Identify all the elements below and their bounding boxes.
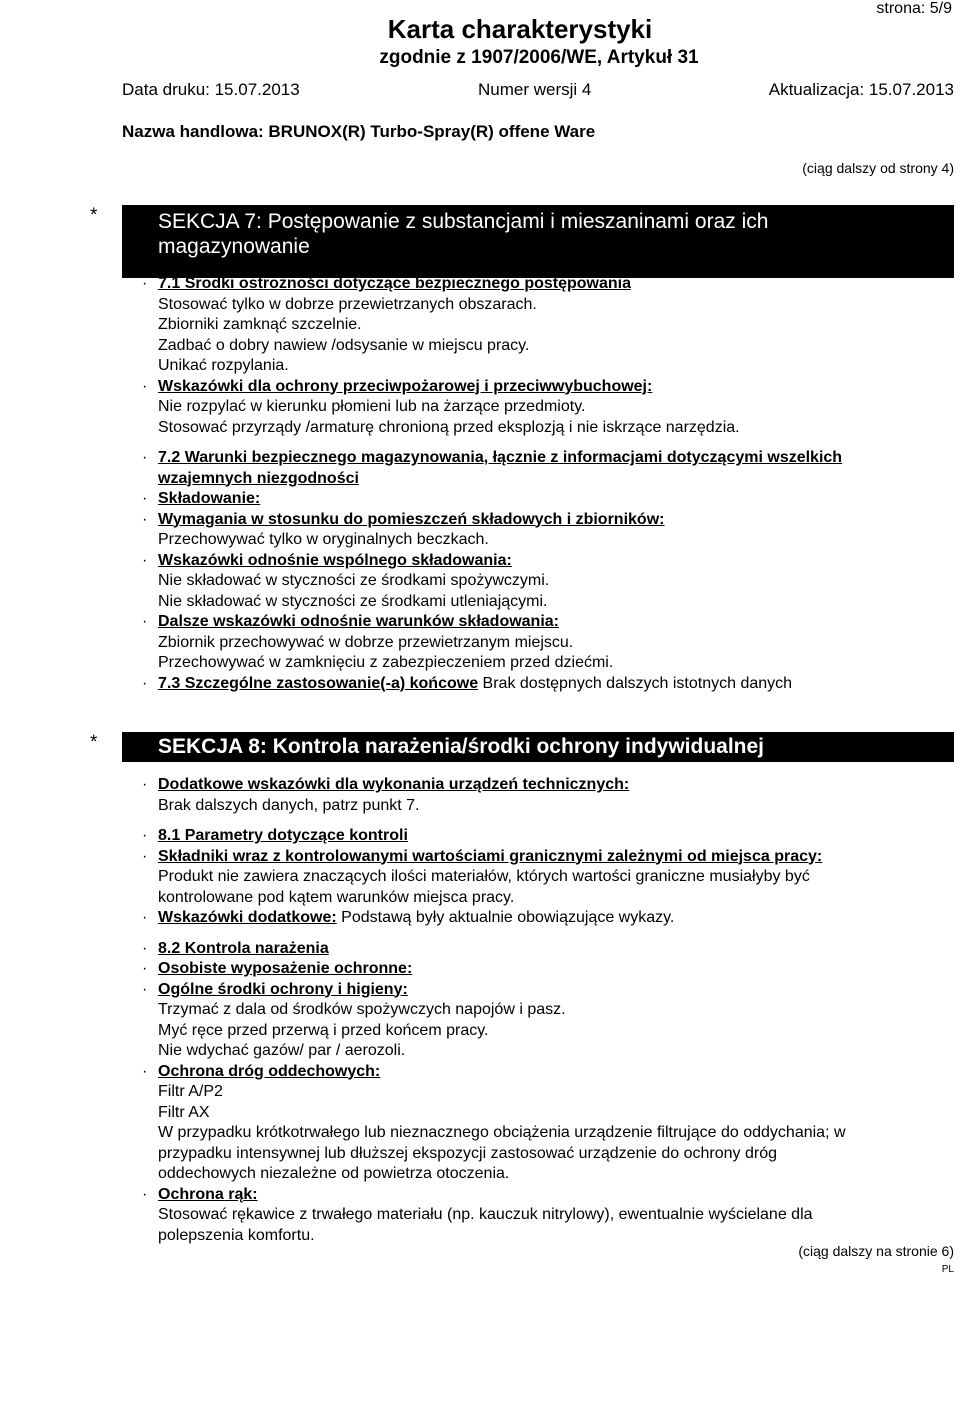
page-number: strona: 5/9 [876, 0, 952, 17]
text-line: Filtr AX [158, 1103, 210, 1121]
trade-name: Nazwa handlowa: BRUNOX(R) Turbo-Spray(R) offene Ware [122, 122, 596, 141]
subsection-7-3-title: 7.3 Szczególne zastosowanie(-a) końcowe [158, 674, 479, 692]
continued-to: (ciąg dalszy na stronie 6) [798, 1243, 954, 1259]
subsection-7-2-title-cont: wzajemnych niezgodności [158, 469, 359, 487]
subsection-8-1-title: 8.1 Parametry dotyczące kontroli [158, 827, 408, 844]
subsection-7-3-text: Brak dostępnych dalszych istotnych danych [482, 674, 793, 692]
requirements-title: Wymagania w stosunku do pomieszczeń składowych i zbiorników: [158, 510, 665, 528]
section7-body [142, 274, 954, 694]
text-line: Nie rozpylać w kierunku płomieni lub na żarzące przedmioty. [158, 398, 586, 415]
ingredients-title: Składniki wraz z kontrolowanymi wartościami granicznymi zależnymi od miejsca pracy: [158, 847, 823, 865]
text-line: Zbiorniki zamknąć szczelnie. [158, 316, 362, 333]
hygiene-title: Ogólne środki ochrony i higieny: [158, 980, 408, 998]
fire-protection-title: Wskazówki dla ochrony przeciwpożarowej i przeciwwybuchowej: [158, 377, 653, 395]
additional-item: · Wskazówki dodatkowe: Podstawą były aktualnie obowiązujące wykazy. [142, 909, 675, 926]
text-line: W przypadku krótkotrwałego lub nieznacznego obciążenia urządzenie filtrujące do oddychania; w [158, 1124, 846, 1141]
text-line: kontrolowane pod kątem warunków miejsca pracy. [158, 888, 515, 906]
text-line: Produkt nie zawiera znaczących ilości materiałów, których wartości graniczne musiałyby być [158, 868, 810, 885]
storage-title: Składowanie: [158, 490, 261, 507]
language-code: PL [941, 1264, 954, 1275]
ppe-title: Osobiste wyposażenie ochronne: [158, 960, 413, 977]
joint-storage-item: · Wskazówki odnośnie wspólnego składowania: [142, 551, 512, 569]
continued-from: (ciąg dalszy od strony 4) [802, 160, 954, 176]
text-line: Nie składować w styczności ze środkami utleniającymi. [158, 592, 548, 610]
technical-title: Dodatkowe wskazówki dla wykonania urządzeń technicznych: [158, 776, 630, 793]
text-line: Unikać rozpylania. [158, 357, 289, 374]
section8-body [142, 775, 954, 1246]
document-title: Karta charakterystyki [387, 14, 653, 44]
respiratory-item: · Ochrona dróg oddechowych: [142, 1062, 381, 1080]
subsection-7-2-title: 7.2 Warunki bezpiecznego magazynowania, łącznie z informacjami dotyczącymi wszelkich [158, 449, 843, 466]
subsection-7-1: · 7.1 Środki ostrożności dotyczące bezpiecznego postępowania [142, 275, 631, 292]
section8-heading: SEKCJA 8: Kontrola narażenia/środki ochrony indywidualnej [122, 732, 954, 762]
additional-text: Podstawą były aktualnie obowiązujące wykazy. [341, 909, 675, 926]
version-number: Numer wersji 4 [478, 80, 592, 99]
respiratory-title: Ochrona dróg oddechowych: [158, 1062, 381, 1080]
fire-protection-item: · Wskazówki dla ochrony przeciwpożarowej i przeciwwybuchowej: [142, 377, 653, 395]
document-subtitle: zgodnie z 1907/2006/WE, Artykuł 31 [379, 47, 699, 68]
subsection-8-1: · 8.1 Parametry dotyczące kontroli [142, 827, 408, 844]
text-line: Stosować rękawice z trwałego materiału (np. kauczuk nitrylowy), ewentualnie wyścielane dla [158, 1206, 813, 1223]
section7-heading [122, 205, 954, 278]
update-date: Aktualizacja: 15.07.2013 [768, 80, 954, 99]
joint-storage-title: Wskazówki odnośnie wspólnego składowania: [158, 551, 512, 569]
hands-title: Ochrona rąk: [158, 1185, 258, 1203]
text-line: Trzymać z dala od środków spożywczych napojów i pasz. [158, 1001, 566, 1018]
text-line: Zbiornik przechowywać w dobrze przewietrzanym miejscu. [158, 633, 574, 651]
ppe-item: · Osobiste wyposażenie ochronne: [142, 960, 413, 977]
subsection-8-2: · 8.2 Kontrola narażenia [142, 939, 329, 957]
section7-heading-line1: SEKCJA 7: Postępowanie z substancjami i mieszaninami oraz ich [158, 210, 769, 233]
subsection-7-1-title: 7.1 Środki ostrożności dotyczące bezpiecznego postępowania [158, 275, 631, 292]
subsection-8-2-title: 8.2 Kontrola narażenia [158, 939, 329, 957]
text-line: Nie wdychać gazów/ par / aerozoli. [158, 1042, 406, 1059]
text-line: Myć ręce przed przerwą i przed końcem pracy. [158, 1021, 489, 1039]
further-storage-item: · Dalsze wskazówki odnośnie warunków składowania: [142, 613, 559, 630]
section7-change-marker: * [90, 205, 98, 226]
subsection-7-2: · 7.2 Warunki bezpiecznego magazynowania, łącznie z informacjami dotyczącymi wszelkich [142, 449, 843, 466]
ingredients-item: · Składniki wraz z kontrolowanymi wartościami granicznymi zależnymi od miejsca pracy: [142, 847, 823, 865]
text-line: przypadku intensywnej lub dłuższej ekspozycji zastosować urządzenie do ochrony dróg [158, 1144, 777, 1162]
hygiene-item: · Ogólne środki ochrony i higieny: [142, 980, 408, 998]
additional-title: Wskazówki dodatkowe: [158, 909, 337, 926]
section7-heading-line2: magazynowanie [158, 235, 310, 258]
text-line: Zadbać o dobry nawiew /odsysanie w miejscu pracy. [158, 336, 530, 354]
section8-change-marker: * [90, 732, 98, 753]
text-line: Nie składować w styczności ze środkami spożywczymi. [158, 572, 550, 589]
storage-item: · Składowanie: [142, 490, 261, 507]
text-line: Stosować przyrządy /armaturę chronioną przed eksplozją i nie iskrzące narzędzia. [158, 418, 740, 436]
print-date: Data druku: 15.07.2013 [122, 80, 300, 99]
subsection-7-3: · 7.3 Szczególne zastosowanie(-a) końcowe Brak dostępnych dalszych istotnych danych [142, 674, 793, 692]
text-line: polepszenia komfortu. [158, 1226, 315, 1244]
technical-item: · Dodatkowe wskazówki dla wykonania urządzeń technicznych: [142, 776, 630, 793]
hands-item: · Ochrona rąk: [142, 1185, 258, 1203]
further-storage-title: Dalsze wskazówki odnośnie warunków składowania: [158, 613, 559, 630]
text-line: Brak dalszych danych, patrz punkt 7. [158, 796, 420, 814]
requirements-item: · Wymagania w stosunku do pomieszczeń składowych i zbiorników: [142, 510, 665, 528]
text-line: Przechowywać w zamknięciu z zabezpieczeniem przed dziećmi. [158, 654, 614, 671]
text-line: oddechowych niezależne od powietrza otoczenia. [158, 1165, 510, 1182]
text-line: Przechowywać tylko w oryginalnych beczkach. [158, 531, 489, 548]
text-line: Stosować tylko w dobrze przewietrzanych obszarach. [158, 295, 537, 313]
text-line: Filtr A/P2 [158, 1083, 223, 1100]
